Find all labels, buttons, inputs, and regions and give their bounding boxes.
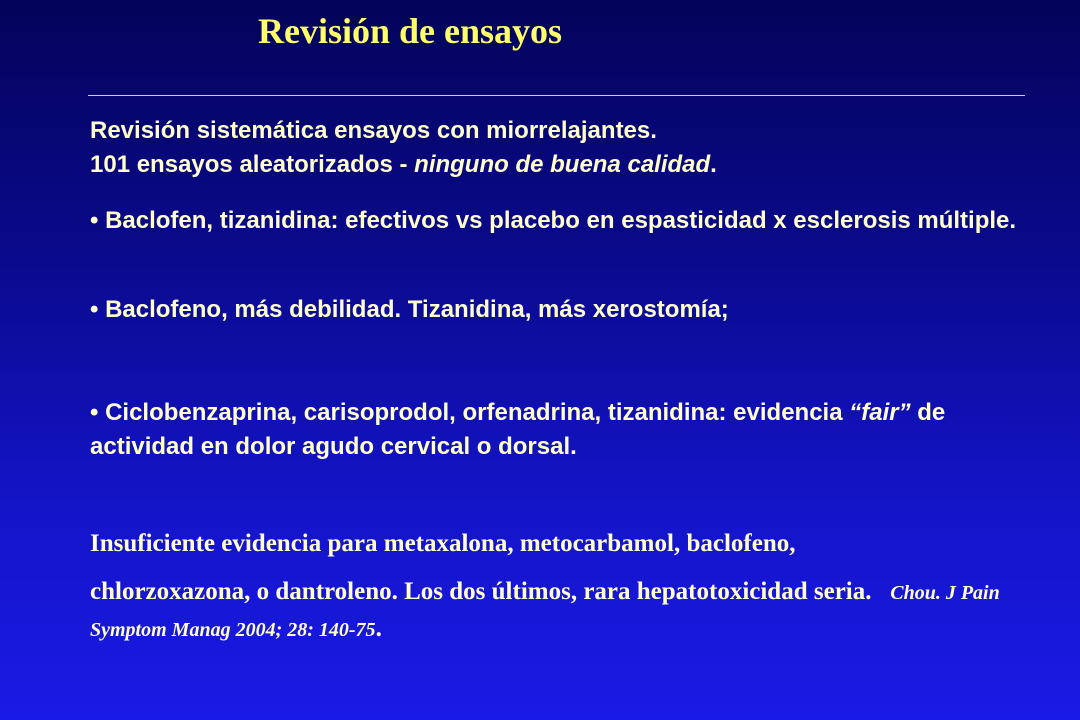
bullet-adverse-effects (90, 293, 729, 327)
bullet-acute-pain-evidence (90, 396, 990, 464)
bullet-baclofen-tizanidina (90, 204, 1030, 238)
intro-line-2-prefix: 101 ensayos aleatorizados - (90, 151, 415, 178)
bullet-3-emphasis: “fair” (849, 399, 911, 426)
intro-paragraph (90, 114, 717, 182)
bullet-marker: • (90, 207, 99, 234)
bullet-1-text: Baclofen, tizanidina: efectivos vs placebo en espasticidad x esclerosis múltiple. (105, 207, 1017, 234)
insufficient-evidence-line: Insuficiente evidencia para metaxalona, metocarbamol, baclofeno, (90, 530, 796, 557)
bullet-3-prefix: Ciclobenzaprina, carisoprodol, orfenadrina, tizanidina: evidencia (105, 399, 850, 426)
slide-title: Revisión de ensayos (258, 11, 563, 51)
citation: Chou. J Pain Symptom Manag 2004; 28: 140-75 (90, 582, 1000, 641)
citation-end: . (375, 615, 382, 642)
bullet-2-text: Baclofeno, más debilidad. Tizanidina, más xerostomía; (105, 296, 729, 323)
intro-line-2-emphasis: ninguno de buena calidad (414, 151, 711, 178)
intro-line-1: Revisión sistemática ensayos con miorrelajantes. (90, 117, 657, 144)
hepatotoxicity-paragraph (90, 574, 1040, 648)
bullet-marker: • (90, 296, 99, 323)
intro-line-2-suffix: . (710, 151, 717, 178)
bullet-marker: • (90, 399, 99, 426)
bullet-3-suffix: de actividad en dolor agudo cervical o dorsal. (90, 399, 946, 460)
hepatotoxicity-text: chlorzoxazona, o dantroleno. Los dos últimos, rara hepatotoxicidad seria. (90, 578, 872, 605)
intro-line-2 (90, 148, 717, 182)
title-divider (88, 95, 1025, 96)
